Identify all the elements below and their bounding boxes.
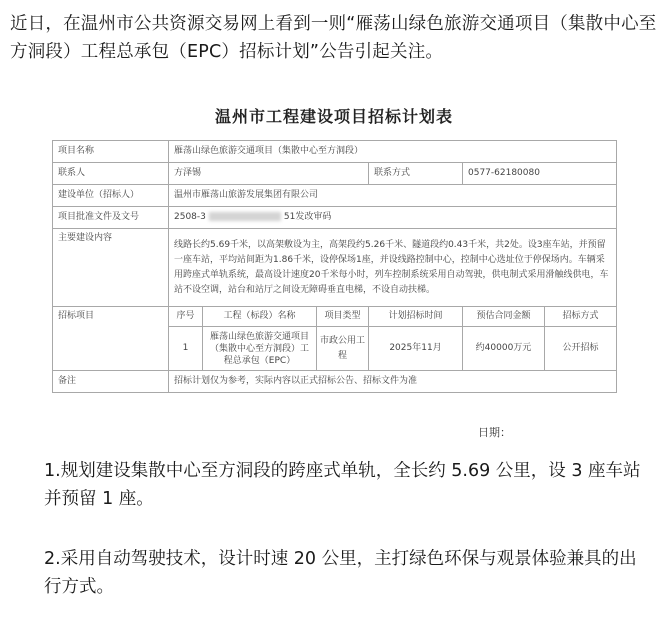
tender-header-no: 序号 — [169, 307, 203, 327]
key-point-2: 2.采用自动驾驶技术，设计时速 20 公里，主打绿色环保与观景体验兼具的出行方式。 — [44, 549, 637, 597]
tender-header-row — [53, 307, 617, 327]
row-approval — [53, 207, 617, 229]
project-name-label: 项目名称 — [53, 141, 169, 163]
tender-header-amount: 预估合同金额 — [463, 307, 545, 327]
tender-no: 1 — [169, 327, 203, 371]
tender-amount: 约40000万元 — [463, 327, 545, 371]
tender-time: 2025年11月 — [369, 327, 463, 371]
remarks-label: 备注 — [53, 371, 169, 393]
tender-header-type: 项目类型 — [317, 307, 369, 327]
tender-plan-table — [52, 140, 617, 393]
row-project-name — [53, 141, 617, 163]
remarks-value: 招标计划仅为参考，实际内容以正式招标公告、招标文件为准 — [169, 371, 617, 393]
row-tenderer — [53, 185, 617, 207]
approval-prefix: 2508-3 — [174, 212, 206, 222]
row-remarks — [53, 371, 617, 393]
contact-label: 联系人 — [53, 163, 169, 185]
content-label: 主要建设内容 — [53, 229, 169, 307]
contact-value: 方泽锡 — [169, 163, 369, 185]
approval-label: 项目批准文件及文号 — [53, 207, 169, 229]
tender-type: 市政公用工程 — [317, 327, 369, 371]
intro-paragraph: 近日，在温州市公共资源交易网上看到一则“雁荡山绿色旅游交通项目（集散中心至方洞段）工程总承包（EPC）招标计划”公告引起关注。 — [10, 14, 657, 62]
tenderer-label: 建设单位（招标人） — [53, 185, 169, 207]
phone-value: 0577-62180080 — [463, 163, 617, 185]
approval-value — [169, 207, 617, 229]
tenderer-value: 温州市雁荡山旅游发展集团有限公司 — [169, 185, 617, 207]
document-title: 温州市工程建设项目招标计划表 — [214, 107, 453, 126]
tender-header-method: 招标方式 — [545, 307, 617, 327]
redaction-blur — [209, 212, 281, 221]
content-value: 线路长约5.69千米，以高架敷设为主，高架段约5.26千米、隧道段约0.43千米，共2处。设3座车站，并预留一座车站，平均站间距为1.86千米，设停保场1座，并设线路控制中心，控制中心选址位于停保场内。车辆采用跨座式单轨系统，最高设计速度20千米每小时，列车控制系统采用自动驾驶，供电制式采用滑触线供电，车站不设空调，站台和站厅之间设无障碍垂直电梯，不设自动扶梯。 — [169, 229, 617, 307]
project-name-value: 雁荡山绿色旅游交通项目（集散中心至方洞段） — [169, 141, 617, 163]
tender-method: 公开招标 — [545, 327, 617, 371]
tender-header-name: 工程（标段）名称 — [203, 307, 317, 327]
approval-suffix: 51发改审码 — [283, 212, 332, 222]
row-content — [53, 229, 617, 307]
date-label: 日期： — [478, 426, 511, 439]
tender-name: 雁荡山绿色旅游交通项目（集散中心至方洞段）工程总承包（EPC） — [203, 327, 317, 371]
row-contact — [53, 163, 617, 185]
key-point-1: 1.规划建设集散中心至方洞段的跨座式单轨，全长约 5.69 公里，设 3 座车站并预留 1 座。 — [44, 461, 641, 509]
tender-label: 招标项目 — [53, 307, 169, 371]
tender-header-time: 计划招标时间 — [369, 307, 463, 327]
phone-label: 联系方式 — [369, 163, 463, 185]
